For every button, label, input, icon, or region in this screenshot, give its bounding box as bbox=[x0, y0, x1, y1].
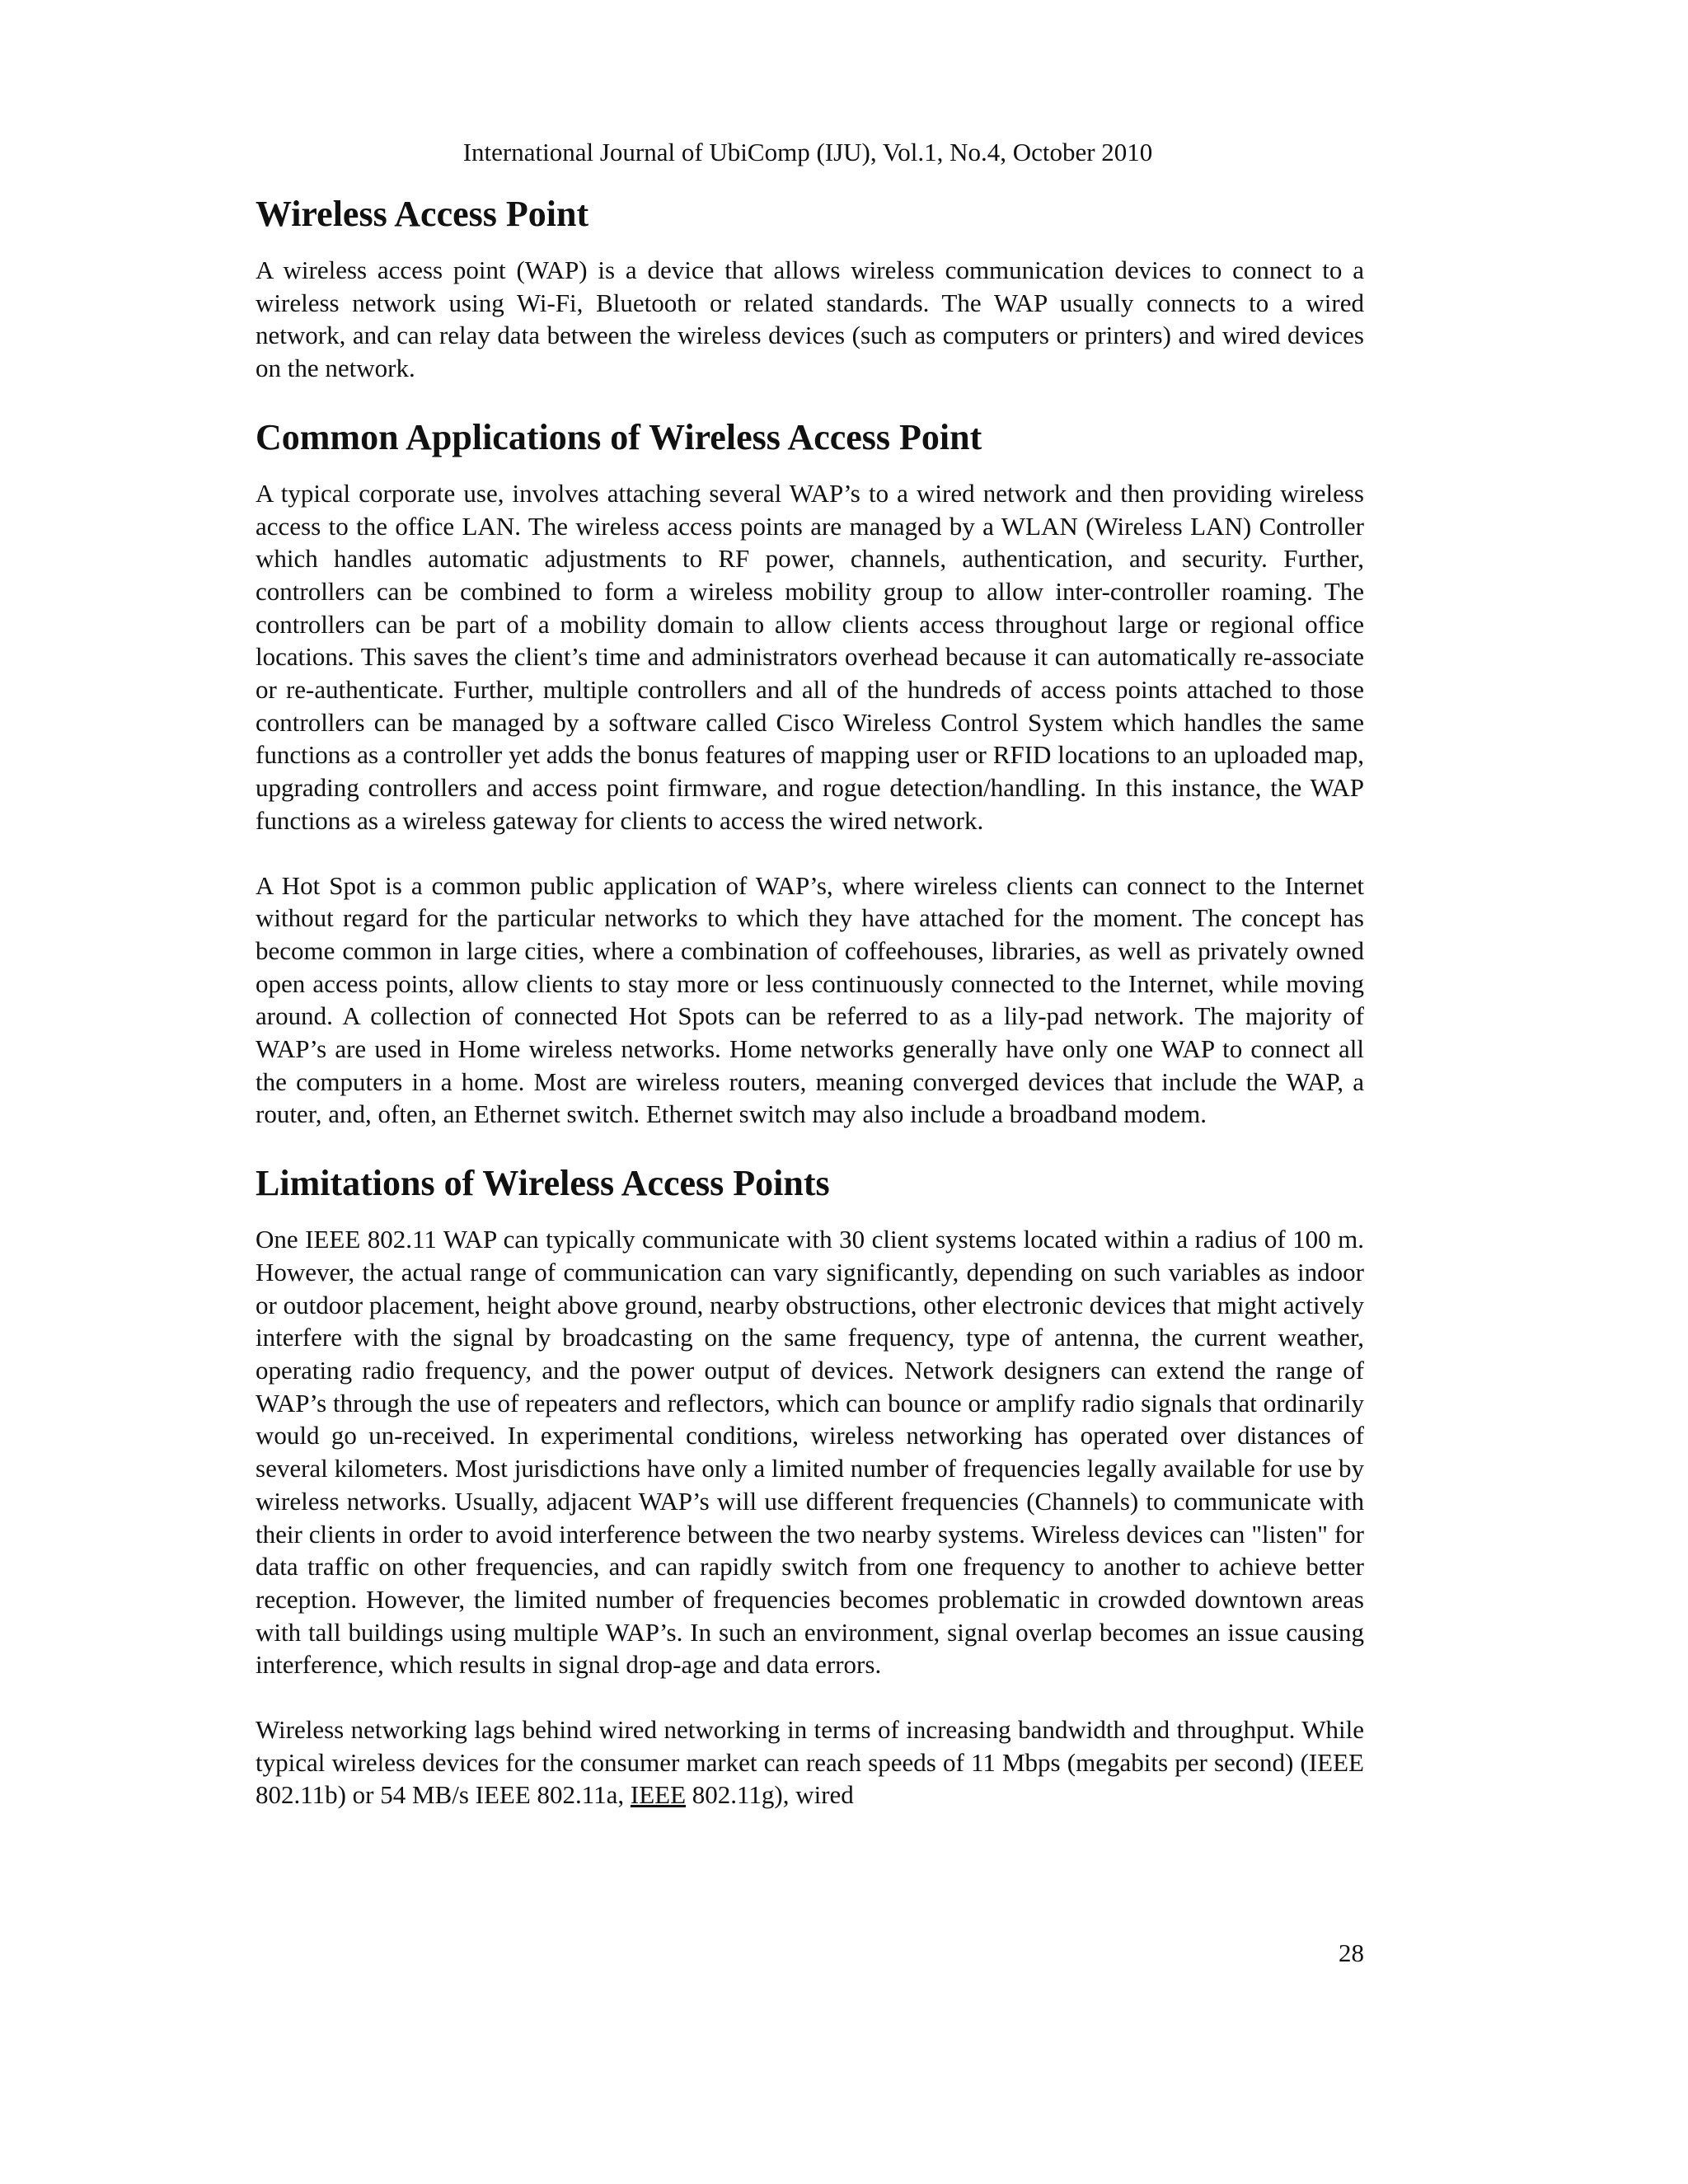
page-body bbox=[256, 191, 1364, 1811]
running-header: International Journal of UbiComp (IJU), Vol.1, No.4, October 2010 bbox=[462, 138, 1153, 166]
paragraph-wap-definition: A wireless access point (WAP) is a device that allows wireless communication devices to connect to a wireless network using Wi-Fi, Bluetooth or related standards. The WAP usually connects to a wired network, and can relay data between the wireless devices (such as computers or printers) and wired devices on the network. bbox=[256, 255, 1364, 383]
section-heading-wireless-access-point: Wireless Access Point bbox=[256, 194, 589, 234]
paragraph-corporate-use: A typical corporate use, involves attaching several WAP’s to a wired network and then providing wireless access to the office LAN. The wireless access points are managed by a WLAN (Wireless LAN) Controller which handles automatic adjustments to RF power, channels, authentication, and security. Further, controllers can be combined to form a wireless mobility group to allow inter-controller roaming. The controllers can be part of a mobility domain to allow clients access throughout large or regional office locations. This saves the client’s time and administrators overhead because it can automatically re-associate or re-authenticate. Further, multiple controllers and all of the hundreds of access points attached to those controllers can be managed by a software called Cisco Wireless Control System which handles the same functions as a controller yet adds the bonus features of mapping user or RFID locations to an uploaded map, upgrading controllers and access point firmware, and rogue detection/handling. In this instance, the WAP functions as a wireless gateway for clients to access the wired network. bbox=[256, 478, 1364, 835]
section-heading-common-applications: Common Applications of Wireless Access Point bbox=[256, 416, 982, 457]
paragraph-bandwidth bbox=[256, 1713, 1364, 1811]
paragraph-hot-spot: A Hot Spot is a common public application of WAP’s, where wireless clients can connect to the Internet without regard for the particular networks to which they have attached for the moment. The concept has become common in large cities, where a combination of coffeehouses, libraries, as well as privately owned open access points, allow clients to stay more or less continuously connected to the Internet, while moving around. A collection of connected Hot Spots can be referred to as a lily-pad network. The majority of WAP’s are used in Home wireless networks. Home networks generally have only one WAP to connect all the computers in a home. Most are wireless routers, meaning converged devices that include the WAP, a router, and, often, an Ethernet switch. Ethernet switch may also include a broadband modem. bbox=[256, 870, 1364, 1129]
paragraph-bandwidth-text-start: Wireless networking lags behind wired networking in terms of increasing bandwidth and throughput. While typical wireless devices for the consumer market can reach speeds of 11 Mbps (megabits per second) (IEEE 802.11b) or 54 MB/s IEEE 802.11a, bbox=[256, 1715, 1364, 1810]
ieee-underlined-link-text: IEEE bbox=[630, 1780, 687, 1810]
paragraph-bandwidth-text-end: 802.11g), wired bbox=[686, 1780, 854, 1810]
paragraph-range-limitations: One IEEE 802.11 WAP can typically communicate with 30 client systems located within a radius of 100 m. However, the actual range of communication can vary significantly, depending on such variables as indoor or outdoor placement, height above ground, nearby obstructions, other electronic devices that might actively interfere with the signal by broadcasting on the same frequency, type of antenna, the current weather, operating radio frequency, and the power output of devices. Network designers can extend the range of WAP’s through the use of repeaters and reflectors, which can bounce or amplify radio signals that ordinarily would go un-received. In experimental conditions, wireless networking has operated over distances of several kilometers. Most jurisdictions have only a limited number of frequencies legally available for use by wireless networks. Usually, adjacent WAP’s will use different frequencies (Channels) to communicate with their clients in order to avoid interference between the two nearby systems. Wireless devices can "listen" for data traffic on other frequencies, and can rapidly switch from one frequency to another to achieve better reception. However, the limited number of frequencies becomes problematic in crowded downtown areas with tall buildings using multiple WAP’s. In such an environment, signal overlap becomes an issue causing interference, which results in signal drop-age and data errors. bbox=[256, 1225, 1364, 1680]
page-number: 28 bbox=[1339, 1938, 1364, 1967]
section-heading-limitations: Limitations of Wireless Access Points bbox=[256, 1163, 830, 1204]
